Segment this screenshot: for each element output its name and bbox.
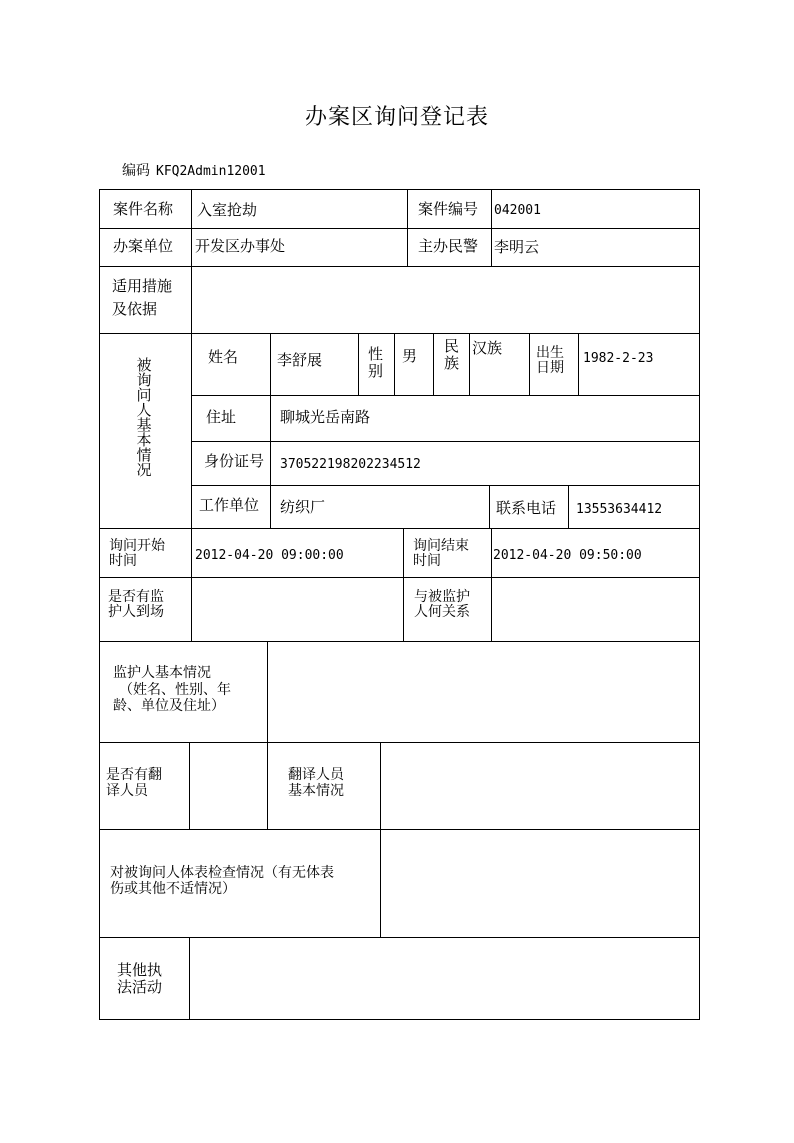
translator-info-label-line1: 翻译人员 bbox=[288, 767, 344, 783]
ethnic-label-line1: 民 bbox=[444, 337, 460, 355]
work-unit-label: 工作单位 bbox=[199, 496, 260, 514]
officer-value: 李明云 bbox=[494, 238, 540, 256]
officer-label: 主办民警 bbox=[418, 237, 479, 255]
handling-unit-label: 办案单位 bbox=[113, 237, 174, 255]
address-value: 聊城光岳南路 bbox=[280, 408, 371, 426]
translator-has-label-line2: 译人员 bbox=[106, 783, 148, 799]
form-code-value: KFQ2Admin12001 bbox=[156, 164, 266, 179]
person-name-value: 李舒展 bbox=[277, 351, 323, 369]
birth-value: 1982-2-23 bbox=[583, 351, 654, 366]
measures-label-line1: 适用措施 bbox=[112, 277, 173, 295]
guardian-present-label-line2: 护人到场 bbox=[108, 604, 164, 620]
case-name-label: 案件名称 bbox=[113, 200, 174, 218]
start-time-label-line1: 询问开始 bbox=[109, 538, 165, 554]
id-number-label: 身份证号 bbox=[204, 452, 265, 470]
birth-label-line2: 日期 bbox=[536, 360, 564, 376]
form-code-label: 编码 bbox=[122, 163, 150, 179]
gender-label-line2: 别 bbox=[368, 362, 384, 380]
case-name-value: 入室抢劫 bbox=[197, 201, 258, 219]
case-number-value: 042001 bbox=[494, 203, 541, 218]
measures-label-line2: 及依据 bbox=[112, 300, 158, 318]
handling-unit-value: 开发区办事处 bbox=[195, 237, 286, 255]
guardian-present-label-line1: 是否有监 bbox=[108, 589, 164, 605]
work-unit-value: 纺织厂 bbox=[280, 498, 326, 516]
form-code bbox=[122, 160, 266, 180]
inspection-label-line2: 伤或其他不适情况） bbox=[110, 881, 236, 897]
start-time-label-line2: 时间 bbox=[109, 553, 137, 569]
registration-form-table bbox=[99, 189, 700, 1020]
ethnic-value: 汉族 bbox=[472, 339, 503, 357]
guardian-info-label-line3: 龄、单位及住址） bbox=[113, 698, 225, 714]
translator-has-label-line1: 是否有翻 bbox=[106, 767, 162, 783]
case-number-label: 案件编号 bbox=[418, 200, 479, 218]
other-activity-label-line1: 其他执 bbox=[117, 961, 163, 979]
guardian-info-label-line1: 监护人基本情况 bbox=[113, 665, 211, 681]
id-number-value: 370522198202234512 bbox=[280, 457, 421, 472]
guardian-relation-label-line1: 与被监护 bbox=[414, 589, 470, 605]
end-time-label-line1: 询问结束 bbox=[413, 538, 469, 554]
phone-label: 联系电话 bbox=[496, 499, 557, 517]
address-label: 住址 bbox=[206, 408, 237, 426]
guardian-relation-label-line2: 人何关系 bbox=[414, 604, 470, 620]
page-title: 办案区询问登记表 bbox=[304, 105, 489, 130]
guardian-info-label-line2: （姓名、性别、年 bbox=[119, 682, 231, 698]
start-time-value: 2012-04-20 09:00:00 bbox=[195, 548, 344, 563]
gender-value: 男 bbox=[402, 347, 418, 365]
birth-label-line1: 出生 bbox=[536, 345, 564, 361]
end-time-label-line2: 时间 bbox=[413, 553, 441, 569]
end-time-value: 2012-04-20 09:50:00 bbox=[493, 548, 642, 563]
ethnic-label-line2: 族 bbox=[444, 354, 460, 372]
person-name-label: 姓名 bbox=[208, 348, 239, 366]
other-activity-label-line2: 法活动 bbox=[117, 978, 163, 996]
translator-info-label-line2: 基本情况 bbox=[288, 783, 344, 799]
gender-label-line1: 性 bbox=[368, 345, 384, 363]
phone-value: 13553634412 bbox=[576, 502, 663, 517]
inspection-label-line1: 对被询问人体表检查情况（有无体表 bbox=[110, 865, 334, 881]
person-section-label: 被询问人基本情况 bbox=[136, 356, 152, 479]
